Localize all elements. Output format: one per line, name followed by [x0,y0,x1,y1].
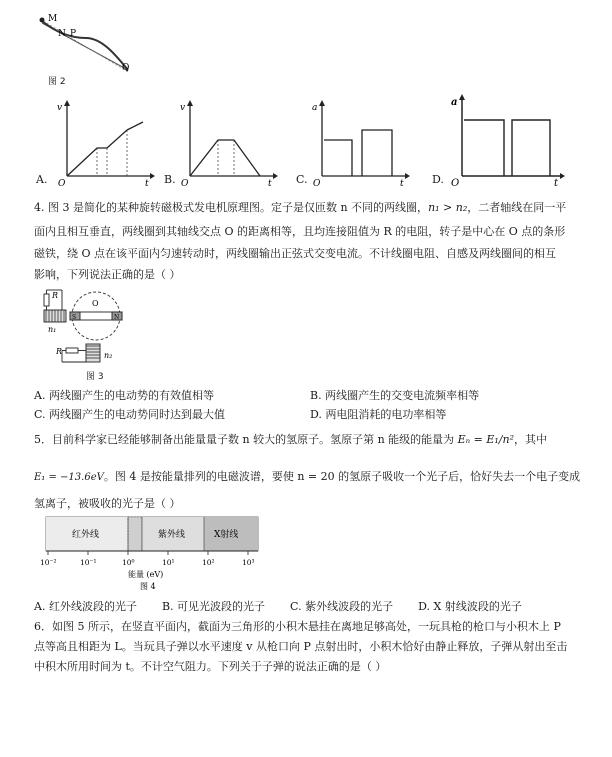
q5-option-d-letter: D. [418,600,431,613]
q4-option-b [310,389,479,403]
q3b-axis-y: v [180,103,186,113]
q4-option-a-letter: A. [34,389,46,402]
spectrum-tick-2: 10⁰ [122,558,135,567]
q5-option-d-text: X 射线波段的光子 [433,600,522,613]
q3d-axis-y: a [451,97,458,108]
q4-option-b-letter: B. [310,389,322,402]
fig3-label-n1: n₁ [48,325,57,334]
q5-option-c-text: 紫外线波段的光子 [305,600,394,613]
q3-option-d-label: D. [432,173,444,186]
q3a-axis-x: t [145,179,149,186]
q3c-origin: O [313,179,321,186]
q5-options-row [34,600,522,614]
q4-option-d-letter: D. [310,408,322,421]
q5-option-a-text: 红外线波段的光子 [48,600,137,613]
q5-option-b-text: 可见光波段的光子 [177,600,266,613]
q3b-origin: O [181,179,189,186]
q4-stem-1a: 4. 图 3 是简化的某种旋转磁极式发电机原理图。定子是仅匝数 n 不同的两线圈， [34,201,429,214]
q3a-origin: O [58,179,66,186]
spectrum-tick-5: 10³ [242,558,255,567]
spectrum-tick-1: 10⁻¹ [80,558,97,567]
q3-option-c-label: C. [296,173,308,186]
q4-inequality: n₁ > n₂ [428,201,468,214]
q4-stem-line-2: 面内且相互垂直，两线圈到其轴线交点 O 的距离相等，且均连接阻值为 R 的电阻，转子是中心在 O 点的条形 [34,225,566,238]
q5-option-a-letter: A. [34,600,46,613]
q5-stem-line-2 [34,470,580,485]
q6-line-3: 中积木所用时间为 t。不计空气阻力。下列关于子弹的说法正确的是（ ） [34,660,387,673]
q4-option-c-letter: C. [34,408,46,421]
q3-graph-d [448,92,566,186]
fig2-label-q: Q [122,63,130,73]
q5-stem-1a: 5．目前科学家已经能够制备出能量量子数 n 较大的氢原子。氢原子第 n 能级的能量为 [34,433,458,446]
fig2-caption: 图 2 [48,77,66,87]
q3d-axis-x: t [554,178,559,186]
spectrum-band-ir: 红外线 [72,530,100,540]
q5-option-c-letter: C. [290,600,302,613]
q4-option-d-text: 两电阻消耗的电功率相等 [325,408,447,421]
q4-option-a [34,389,214,403]
fig2-label-n: N [58,29,66,39]
q3-graph-b [178,98,278,186]
q4-option-a-text: 两线圈产生的电动势的有效值相等 [48,389,214,402]
q5-option-b-letter: B. [161,600,174,613]
fig3-label-r2: R [56,347,63,356]
q5-e1-value: E₁ = −13.6eV [34,472,104,483]
q4-option-d [310,408,446,422]
q4-stem-line-1 [34,201,566,215]
fig2-label-p: P [70,29,77,39]
q4-option-b-text: 两线圈产生的交变电流频率相等 [325,389,480,402]
spectrum-caption: 图 4 [140,582,156,591]
spectrum-band-x: X射线 [214,530,239,540]
q3-option-a-label: A. [36,173,48,186]
fig3-label-r1: R [52,291,59,300]
fig3-label-o: O [92,299,99,308]
spectrum-tick-3: 10¹ [162,558,175,567]
spectrum-band-uv: 紫外线 [158,530,186,540]
q5-stem-line-3: 氢离子，被吸收的光子是（ ） [34,497,181,510]
fig3-label-n2: n₂ [104,351,113,360]
fig3-label-n-pole: N [114,314,120,321]
q3-option-b-label: B. [164,173,176,186]
q3d-origin: O [451,178,460,186]
q4-stem-line-4: 影响，下列说法正确的是（ ） [34,268,181,281]
q5-formula: Eₙ = E₁/n² [457,433,514,446]
q6-line-2: 点等高且相距为 L。当玩具子弹以水平速度 v 从枪口向 P 点射出时，小积木恰好由静止释放，子弹从射出至击 [34,640,568,653]
figure-4-spectrum [40,513,262,591]
q3c-axis-y: a [312,103,318,113]
q4-option-c [34,408,225,422]
q5-stem-1b: ，其中 [514,433,547,446]
q3-graph-a [55,98,155,186]
figure-2-track [28,8,138,80]
q5-stem-line-1 [34,433,547,447]
q5-stem-2b: 。图 4 是按能量排列的电磁波谱，要使 n = 20 的氢原子吸收一个光子后，恰好失去一个电子变成 [103,470,581,483]
fig3-caption: 图 3 [86,372,104,382]
q4-stem-1c: ，二者轴线在同一平 [467,201,567,214]
q3a-axis-y: v [57,103,63,113]
q3-graph-c [310,98,410,186]
q4-option-c-text: 两线圈产生的电动势同时达到最大值 [49,408,226,421]
q3c-axis-x: t [400,179,404,186]
figure-3-generator [34,288,146,368]
fig2-label-m: M [48,14,58,24]
spectrum-tick-4: 10² [202,558,215,567]
fig3-label-s: S [72,314,77,321]
spectrum-axis-label: 能量 (eV) [128,570,164,579]
spectrum-tick-0: 10⁻² [40,558,57,567]
q3b-axis-x: t [268,179,272,186]
q4-stem-line-3: 磁铁，绕 O 点在该平面内匀速转动时，两线圈输出正弦式交变电流。不计线圈电阻、自感及两线圈间的相互 [34,247,557,260]
q6-line-1: 6．如图 5 所示，在竖直平面内，截面为三角形的小积木悬挂在离地足够高处，一玩具枪的枪口与小积木上 P [34,620,561,633]
